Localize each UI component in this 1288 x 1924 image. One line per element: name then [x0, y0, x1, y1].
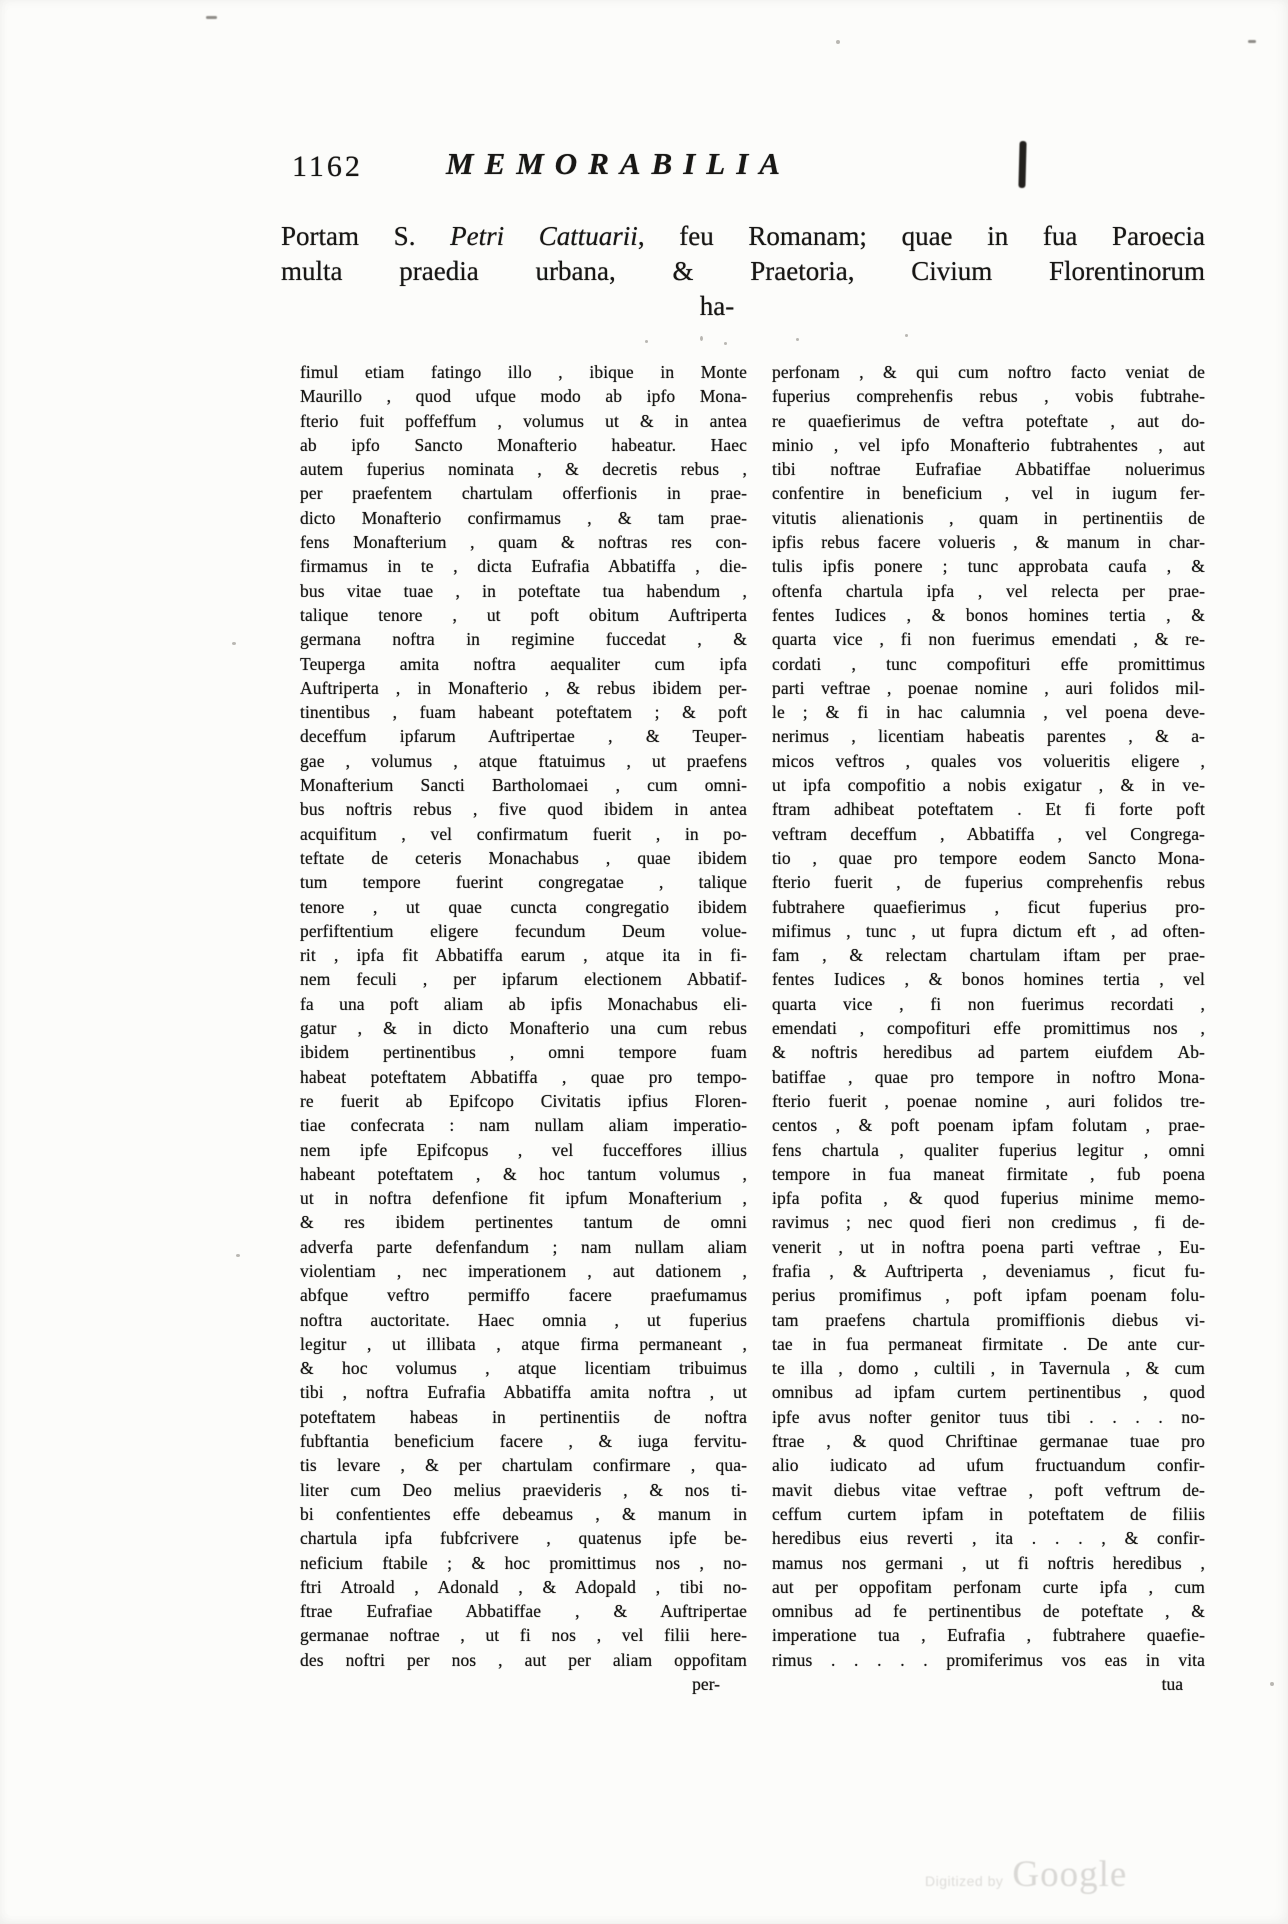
- text-line: oftenfa chartula ipfa , vel relecta per prae-: [772, 580, 1205, 601]
- text-line: fa una poft aliam ab ipfis Monachabus eli-: [300, 993, 747, 1014]
- two-column-text-block: [300, 360, 1205, 1697]
- text-line: re fuerit ab Epifcopo Civitatis ipfius Floren-: [300, 1090, 747, 1111]
- text-line: tae in fua permaneat firmitate . De ante cur-: [772, 1333, 1205, 1354]
- text-line: le ; & fi in hac calumnia , vel poena deve-: [772, 702, 1205, 723]
- text-line: des noftri per nos , aut per aliam oppofitam: [300, 1649, 747, 1670]
- text-line: tam praefens chartula promiffionis diebus vi-: [772, 1309, 1205, 1330]
- text-line: tis levare , & per chartulam confirmare , qua-: [300, 1455, 747, 1476]
- ink-blot-mark: [1018, 141, 1026, 188]
- text-line: & res ibidem pertinentes tantum de omni: [300, 1212, 747, 1233]
- intro-text: , feu Romanam; quae in fua Paroecia: [637, 221, 1205, 251]
- scan-speck: [905, 334, 908, 337]
- text-line: fterio fuit poffeffum , volumus ut & in antea: [300, 410, 747, 431]
- text-line: quarta vice , fi non fuerimus recordati ,: [772, 993, 1205, 1014]
- text-line: germana noftra in regimine fuccedat , &: [300, 629, 747, 650]
- text-line: perfiftentium eligere fecundum Deum volue-: [300, 920, 747, 941]
- scan-speck: [645, 340, 648, 343]
- text-line: Auftriperta , in Monafterio , & rebus ibidem per-: [300, 677, 747, 698]
- text-line: alio iudicato ad ufum fructuandum confir-: [772, 1455, 1205, 1476]
- text-line: emendati , compofituri effe promittimus nos ,: [772, 1018, 1205, 1039]
- text-line: fens Monafterium , quam & noftras res con-: [300, 532, 747, 553]
- scan-speck: [796, 338, 799, 341]
- scan-speck: [724, 342, 727, 345]
- left-column-lines: [300, 360, 747, 1672]
- text-line: & hoc volumus , atque licentiam tribuimus: [300, 1358, 747, 1379]
- running-head-title: MEMORABILIA: [446, 146, 791, 181]
- right-column: [772, 360, 1205, 1697]
- text-line: nerimus , licentiam habeatis parentes , & a-: [772, 726, 1205, 747]
- page-number: 1162: [292, 150, 363, 183]
- text-line: teftate de ceteris Monachabus , quae ibidem: [300, 847, 747, 868]
- intro-line: [281, 219, 1205, 254]
- text-line: re quaefierimus de veftra poteftate , aut do-: [772, 410, 1205, 431]
- text-line: te illa , domo , cultili , in Tavernula , & cum: [772, 1358, 1205, 1379]
- text-line: habeat poteftatem Abbatiffa , quae pro tempo-: [300, 1066, 747, 1087]
- text-line: & noftris heredibus ad partem eiufdem Ab-: [772, 1042, 1205, 1063]
- text-line: cordati , tunc compofituri effe promittimus: [772, 653, 1205, 674]
- text-line: dicto Monafterio confirmamus , & tam prae-: [300, 507, 747, 528]
- text-line: Monafterium Sancti Bartholomaei , cum omni-: [300, 775, 747, 796]
- text-line: adverfa parte defenfandum ; nam nullam aliam: [300, 1236, 747, 1257]
- text-line: quarta vice , fi non fuerimus emendati , & re-: [772, 629, 1205, 650]
- intro-line: multa praedia urbana, & Praetoria, Civium Florentinorum: [281, 256, 1205, 286]
- text-line: fam , & relectam chartulam iftam per prae-: [772, 945, 1205, 966]
- text-line: bi confentientes effe debeamus , & manum in: [300, 1503, 747, 1524]
- text-line: gae , volumus , atque ftatuimus , ut praefens: [300, 750, 747, 771]
- text-line: mamus nos germani , ut fi noftris heredibus ,: [772, 1552, 1205, 1573]
- intro-italic-name: Petri Cattuarii: [450, 221, 638, 251]
- text-line: chartula ipfa fubfcrivere , quatenus ipfe be-: [300, 1528, 747, 1549]
- scan-speck: [206, 16, 217, 19]
- text-line: tio , quae pro tempore eodem Sancto Mona-: [772, 847, 1205, 868]
- scan-speck: [236, 1254, 240, 1257]
- text-line: ftri Atroald , Adonald , & Adopald , tibi no-: [300, 1576, 747, 1597]
- text-line: ibidem pertinentibus , omni tempore fuam: [300, 1042, 747, 1063]
- text-line: heredibus eius reverti , ita . . . , & confir-: [772, 1528, 1205, 1549]
- text-line: perfonam , & qui cum noftro facto veniat de: [772, 362, 1205, 382]
- watermark-prefix: Digitized by: [925, 1873, 1004, 1889]
- google-logo: Google: [1012, 1854, 1128, 1895]
- text-line: gatur , & in dicto Monafterio una cum rebus: [300, 1018, 747, 1039]
- text-line: neficium ftabile ; & hoc promittimus nos , no-: [300, 1552, 747, 1573]
- text-line: noftra auctoritate. Haec omnia , ut fuperius: [300, 1309, 747, 1330]
- text-line: batiffae , quae pro tempore in noftro Mona-: [772, 1066, 1205, 1087]
- text-line: nem feculi , per ipfarum electionem Abbatif-: [300, 969, 747, 990]
- scan-speck: [700, 336, 703, 341]
- text-line: violentiam , nec imperationem , aut dationem ,: [300, 1260, 747, 1281]
- text-line: fentes Iudices , & bonos homines tertia , vel: [772, 969, 1205, 990]
- text-line: fimul etiam fatingo illo , ibique in Monte: [300, 362, 747, 382]
- text-line: frafia , & Auftriperta , deveniamus , ficut fu-: [772, 1260, 1205, 1281]
- text-line: parti veftrae , poenae nomine , auri folidos mil-: [772, 677, 1205, 698]
- text-line: venerit , ut in noftra poena parti veftrae , Eu-: [772, 1236, 1205, 1257]
- text-line: firmamus in te , dicta Eufrafia Abbatiffa , die-: [300, 556, 747, 577]
- intro-text: Portam S.: [281, 221, 451, 251]
- text-line: fentes Iudices , & bonos homines tertia , &: [772, 604, 1205, 625]
- text-line: ftrae , & quod Chriftinae germanae tuae pro: [772, 1431, 1205, 1452]
- text-line: imperatione tua , Eufrafia , fubtrahere quaefie-: [772, 1625, 1205, 1646]
- text-line: liter cum Deo melius praevideris , & nos ti-: [300, 1479, 747, 1500]
- text-line: veftram deceffum , Abbatiffa , vel Congrega-: [772, 823, 1205, 844]
- text-line: per praefentem chartulam offerfionis in prae-: [300, 483, 747, 504]
- text-line: centos , & poft poenam ipfam folutam , prae-: [772, 1115, 1205, 1136]
- text-line: ut ipfa compofitio a nobis exigatur , & in ve-: [772, 775, 1205, 796]
- text-line: deceffum ipfarum Auftripertae , & Teuper-: [300, 726, 747, 747]
- text-line: ceffum curtem ipfam in poteftatem de filiis: [772, 1503, 1205, 1524]
- scan-speck: [232, 642, 236, 645]
- text-line: poteftatem habeas in pertinentiis de noftra: [300, 1406, 747, 1427]
- scan-speck: [1270, 1682, 1274, 1686]
- text-line: germanae noftrae , ut fi nos , vel filii here-: [300, 1625, 747, 1646]
- catchword-left: per-: [692, 1674, 720, 1695]
- text-line: ipfa pofita , & quod fuperius minime memo-: [772, 1188, 1205, 1209]
- text-line: tulis ipfis ponere ; tunc approbata caufa , &: [772, 556, 1205, 577]
- text-line: ftram adhibeat poteftatem . Et fi forte poft: [772, 799, 1205, 820]
- text-line: micos veftros , quales vos volueritis eligere ,: [772, 750, 1205, 771]
- right-column-lines: [772, 360, 1205, 1672]
- text-line: Teuperga amita noftra aequaliter cum ipfa: [300, 653, 747, 674]
- text-line: abfque veftro permiffo facere praefumamus: [300, 1285, 747, 1306]
- text-line: tinentibus , fuam habeant poteftatem ; & poft: [300, 702, 747, 723]
- text-line: omnibus ad fe pertinentibus de poteftate , &: [772, 1601, 1205, 1622]
- text-line: ravimus ; nec quod fieri non credimus , fi de-: [772, 1212, 1205, 1233]
- text-line: confentire in beneficium , vel in iugum fer-: [772, 483, 1205, 504]
- text-line: tum tempore fuerint congregatae , talique: [300, 872, 747, 893]
- left-column: [300, 360, 747, 1697]
- text-line: fterio fuerit , poenae nomine , auri folidos tre-: [772, 1090, 1205, 1111]
- text-line: ipfis rebus facere volueris , & manum in char-: [772, 532, 1205, 553]
- text-line: tenore , ut quae cuncta congregatio ibidem: [300, 896, 747, 917]
- text-line: fubftantia beneficium facere , & iuga fervitu-: [300, 1431, 747, 1452]
- text-line: omnibus ad ipfam curtem pertinentibus , quod: [772, 1382, 1205, 1403]
- text-line: fens chartula , qualiter fuperius legitur , omni: [772, 1139, 1205, 1160]
- text-line: ut in noftra defenfione fit ipfum Monafterium ,: [300, 1188, 747, 1209]
- text-line: rit , ipfa fit Abbatiffa earum , atque ita in fi-: [300, 945, 747, 966]
- text-line: Maurillo , quod ufque modo ab ipfo Mona-: [300, 386, 747, 407]
- text-line: tempore in fua maneat firmitate , fub poena: [772, 1163, 1205, 1184]
- text-line: fuperius comprehenfis rebus , vobis fubtrahe-: [772, 386, 1205, 407]
- text-line: acquifitum , vel confirmatum fuerit , in po-: [300, 823, 747, 844]
- text-line: ab ipfo Sancto Monafterio habeatur. Haec: [300, 434, 747, 455]
- text-line: tibi , noftra Eufrafia Abbatiffa amita noftra , ut: [300, 1382, 747, 1403]
- text-line: habeant poteftatem , & hoc tantum volumus ,: [300, 1163, 747, 1184]
- text-line: bus noftris rebus , five quod ibidem in antea: [300, 799, 747, 820]
- text-line: mavit diebus vitae veftrae , poft veftrum de-: [772, 1479, 1205, 1500]
- scan-speck: [1248, 40, 1256, 43]
- text-line: minio , vel ipfo Monafterio fubtrahentes , aut: [772, 434, 1205, 455]
- intro-paragraph: [281, 219, 1205, 324]
- text-line: vitutis alienationis , quam in pertinentiis de: [772, 507, 1205, 528]
- text-line: mifimus , tunc , ut fupra dictum eft , ad often-: [772, 920, 1205, 941]
- text-line: ftrae Eufrafiae Abbatiffae , & Auftripertae: [300, 1601, 747, 1622]
- text-line: bus vitae tuae , in poteftate tua habendum ,: [300, 580, 747, 601]
- text-line: perius promifimus , poft ipfam poenam folu-: [772, 1285, 1205, 1306]
- text-line: aut per oppofitam perfonam curte ipfa , cum: [772, 1576, 1205, 1597]
- intro-hyphen-carryover: ha-: [699, 291, 735, 321]
- text-line: rimus . . . . . promiferimus vos eas in vita: [772, 1649, 1205, 1670]
- text-line: talique tenore , ut poft obitum Auftriperta: [300, 604, 747, 625]
- scan-speck: [836, 40, 840, 44]
- text-line: legitur , ut illibata , atque firma permaneant ,: [300, 1333, 747, 1354]
- text-line: nem ipfe Epifcopus , vel fucceffores illius: [300, 1139, 747, 1160]
- text-line: tiae confecrata : nam nullam aliam imperatio-: [300, 1115, 747, 1136]
- text-line: tibi noftrae Eufrafiae Abbatiffae noluerimus: [772, 459, 1205, 480]
- text-line: fubtrahere quaefierimus , ficut fuperius pro-: [772, 896, 1205, 917]
- text-line: autem fuperius nominata , & decretis rebus ,: [300, 459, 747, 480]
- text-line: ipfe avus nofter genitor tuus tibi . . . . no-: [772, 1406, 1205, 1427]
- catchword-right: tua: [1161, 1674, 1183, 1695]
- text-line: fterio fuerit , de fuperius comprehenfis rebus: [772, 872, 1205, 893]
- digitization-watermark: [925, 1853, 1127, 1896]
